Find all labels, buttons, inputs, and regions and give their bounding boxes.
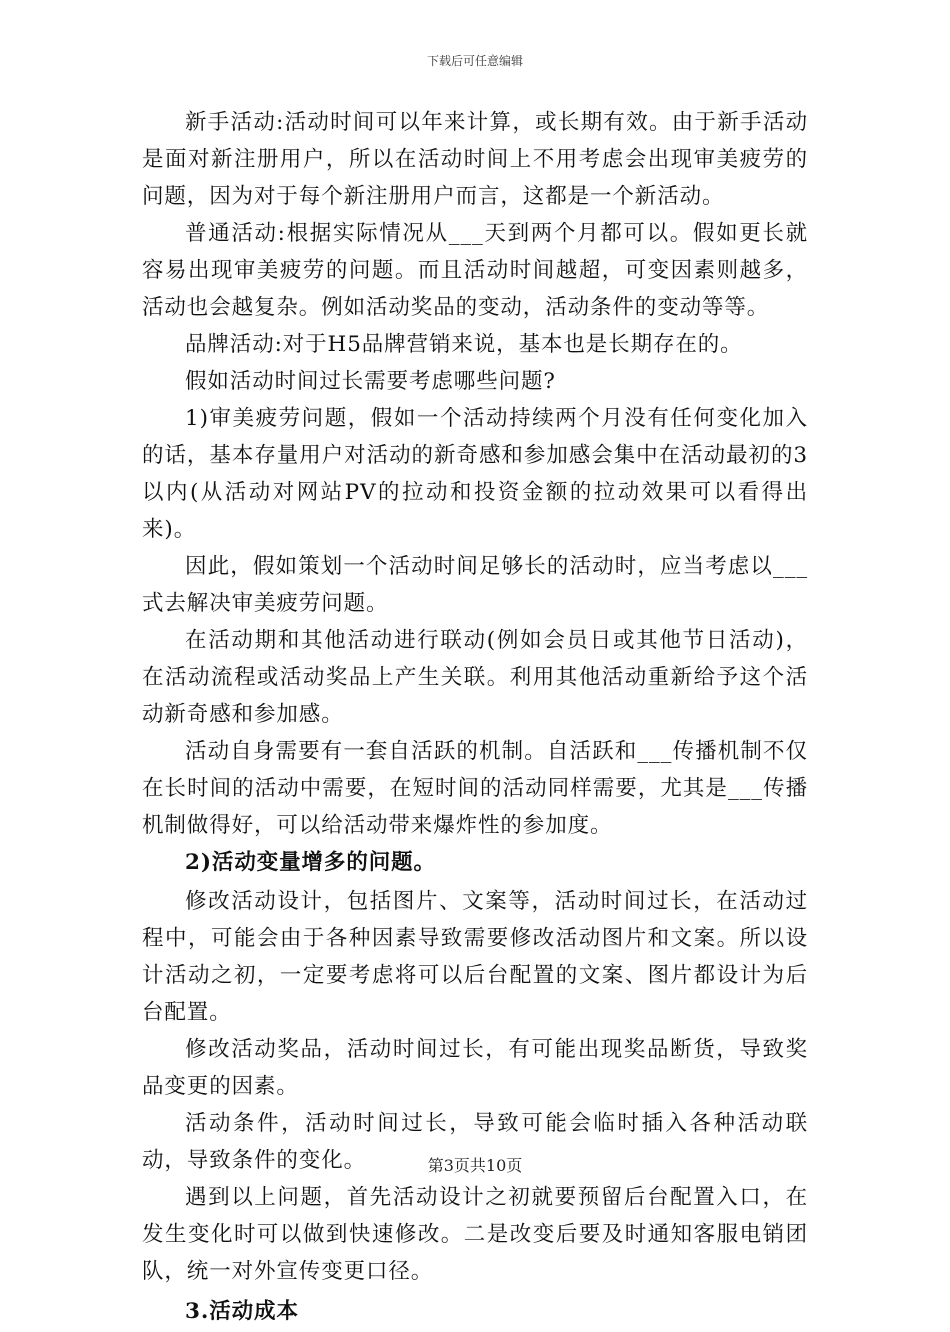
paragraph-therefore: 因此，假如策划一个活动时间足够长的活动时，应当考虑以___式去解决审美疲劳问题。 bbox=[142, 554, 808, 616]
paragraph-question: 假如活动时间过长需要考虑哪些问题? bbox=[185, 369, 556, 394]
paragraph-regular-activity: 普通活动:根据实际情况从___天到两个月都可以。假如更长就容易出现审美疲劳的问题。而且活动时间越超，可变因素则越多，活动也会越复杂。例如活动奖品的变动，活动条件的变动等等。 bbox=[142, 221, 808, 320]
heading-variable-increase: 2)活动变量增多的问题。 bbox=[185, 850, 436, 875]
paragraph-self-active: 活动自身需要有一套自活跃的机制。自活跃和___传播机制不仅在长时间的活动中需要，在短时间的活动同样需要，尤其是___传播机制做得好，可以给活动带来爆炸性的参加度。 bbox=[142, 739, 808, 838]
paragraph-solutions: 遇到以上问题，首先活动设计之初就要预留后台配置入口，在发生变化时可以做到快速修改。二是改变后要及时通知客服电销团队，统一对外宣传变更口径。 bbox=[142, 1185, 808, 1284]
paragraph-modify-prize: 修改活动奖品，活动时间过长，有可能出现奖品断货，导致奖品变更的因素。 bbox=[142, 1037, 808, 1099]
page-footer: 第3页共10页 bbox=[427, 1156, 523, 1175]
paragraph-brand-activity: 品牌活动:对于H5品牌营销来说，基本也是长期存在的。 bbox=[185, 332, 743, 357]
paragraph-aesthetic-fatigue: 1)审美疲劳问题，假如一个活动持续两个月没有任何变化加入的话，基本存量用户对活动的新奇感和参加感会集中在活动最初的3以内(从活动对网站PV的拉动和投资金额的拉动效果可以看得出来)。 bbox=[142, 406, 808, 542]
paragraph-newbie-activity: 新手活动:活动时间可以年来计算，或长期有效。由于新手活动是面对新注册用户，所以在活动时间上不用考虑会出现审美疲劳的问题，因为对于每个新注册用户而言，这都是一个新活动。 bbox=[142, 110, 808, 209]
document-body bbox=[142, 104, 808, 1332]
paragraph-modify-design: 修改活动设计，包括图片、文案等，活动时间过长，在活动过程中，可能会由于各种因素导致需要修改活动图片和文案。所以设计活动之初，一定要考虑将可以后台配置的文案、图片都设计为后台配置。 bbox=[142, 889, 808, 1025]
paragraph-linkage: 在活动期和其他活动进行联动(例如会员日或其他节日活动)，在活动流程或活动奖品上产生关联。利用其他活动重新给予这个活动新奇感和参加感。 bbox=[142, 628, 808, 727]
paragraph-activity-conditions: 活动条件，活动时间过长，导致可能会临时插入各种活动联动，导致条件的变化。 bbox=[142, 1111, 808, 1173]
page-header: 下载后可任意编辑 bbox=[426, 54, 523, 68]
heading-activity-cost: 3.活动成本 bbox=[185, 1299, 299, 1324]
